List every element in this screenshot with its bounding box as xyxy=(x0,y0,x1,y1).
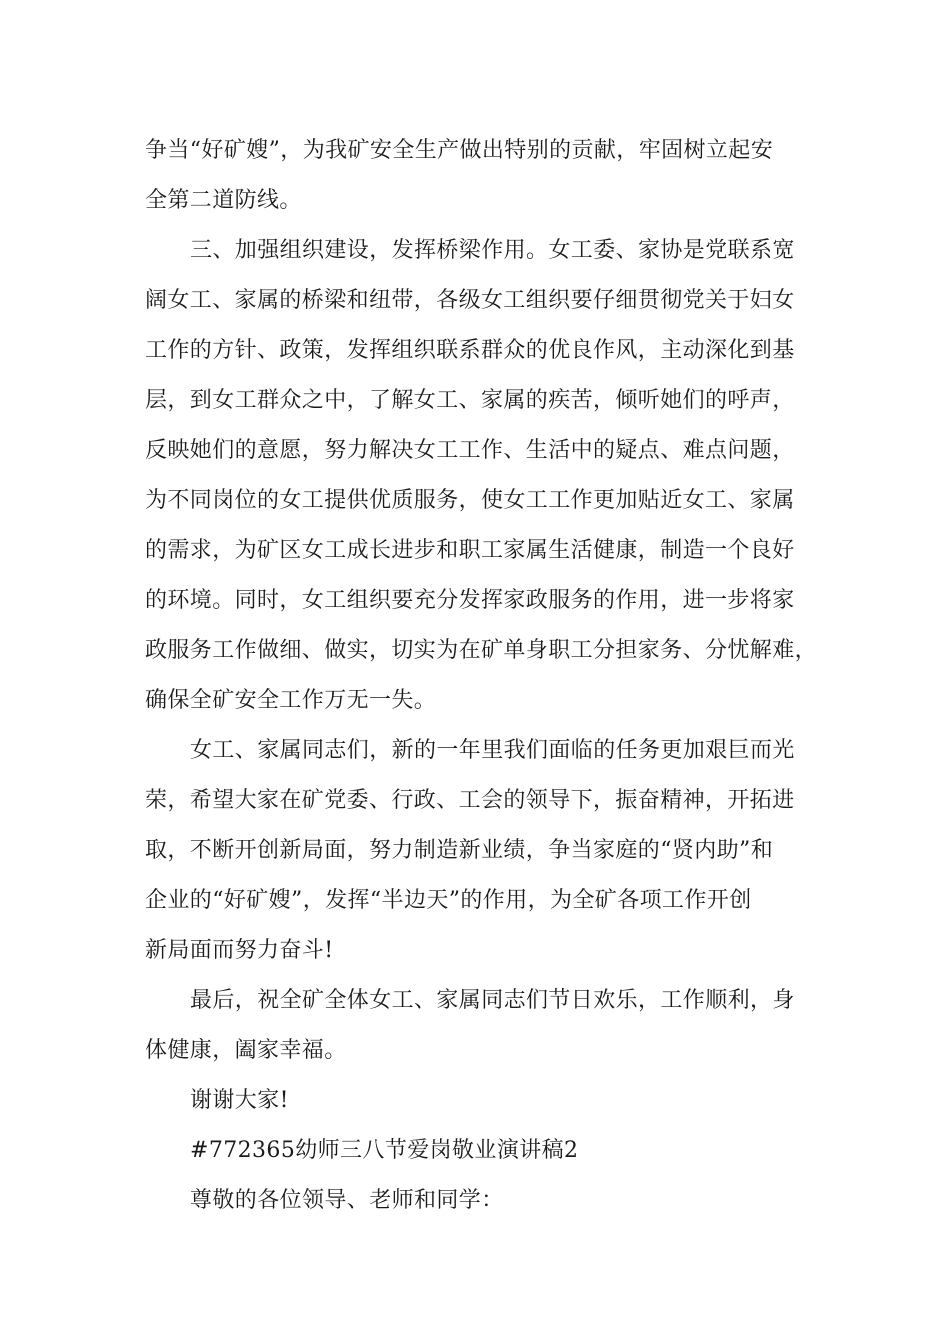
closing-line: 谢谢大家! xyxy=(190,1088,289,1113)
paragraph-line: 取，不断开创新局面，努力制造新业绩，争当家庭的“贤内助”和 xyxy=(145,838,774,863)
paragraph-line: 确保全矿安全工作万无一失。 xyxy=(145,688,437,713)
paragraph-line: 的环境。同时，女工组织要充分发挥家政服务的作用，进一步将家 xyxy=(145,588,795,613)
paragraph-line: 新局面而努力奋斗! xyxy=(145,938,334,963)
section-title: #772365幼师三八节爱岗敬业演讲稿2 xyxy=(190,1138,579,1163)
paragraph-line: 工作的方针、政策，发挥组织联系群众的优良作风，主动深化到基 xyxy=(145,338,795,363)
paragraph-line: 阔女工、家属的桥梁和纽带，各级女工组织要仔细贯彻党关于妇女 xyxy=(145,288,795,313)
salutation-line: 尊敬的各位领导、老师和同学： xyxy=(190,1188,504,1213)
paragraph-line: 女工、家属同志们，新的一年里我们面临的任务更加艰巨而光 xyxy=(190,738,795,763)
paragraph-line: 争当“好矿嫂”，为我矿安全生产做出特别的贡献，牢固树立起安 xyxy=(145,138,774,163)
paragraph-line: 层，到女工群众之中，了解女工、家属的疾苦，倾听她们的呼声， xyxy=(145,388,795,413)
paragraph-line: 最后，祝全矿全体女工、家属同志们节日欢乐，工作顺利，身 xyxy=(190,988,795,1013)
paragraph-line: 政服务工作做细、做实，切实为在矿单身职工分担家务、分忧解难， xyxy=(145,638,818,663)
paragraph-line: 企业的“好矿嫂”，发挥“半边天”的作用，为全矿各项工作开创 xyxy=(145,888,752,913)
paragraph-line: 体健康，阖家幸福。 xyxy=(145,1038,347,1063)
paragraph-line: 三、加强组织建设，发挥桥梁作用。女工委、家协是党联系宽 xyxy=(190,238,795,263)
paragraph-line: 反映她们的意愿，努力解决女工工作、生活中的疑点、难点问题， xyxy=(145,438,795,463)
paragraph-line: 荣，希望大家在矿党委、行政、工会的领导下，振奋精神，开拓进 xyxy=(145,788,795,813)
paragraph-line: 为不同岗位的女工提供优质服务，使女工工作更加贴近女工、家属 xyxy=(145,488,795,513)
paragraph-line: 的需求，为矿区女工成长进步和职工家属生活健康，制造一个良好 xyxy=(145,538,795,563)
paragraph-line: 全第二道防线。 xyxy=(145,188,302,213)
